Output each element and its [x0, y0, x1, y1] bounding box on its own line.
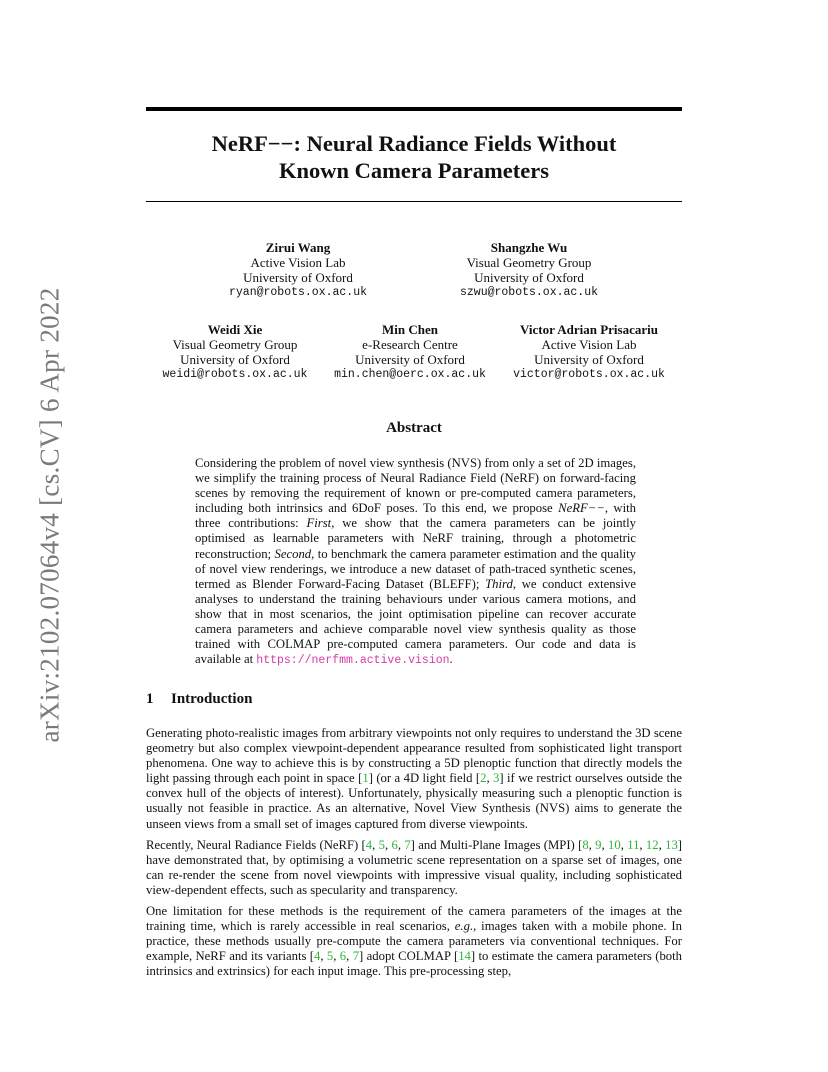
- citation-link[interactable]: 2: [480, 771, 487, 786]
- citation-link[interactable]: 3: [493, 771, 500, 786]
- author-affiliation: Visual Geometry Group: [466, 255, 592, 270]
- author-email[interactable]: victor@robots.ox.ac.uk: [513, 368, 665, 381]
- citation-link[interactable]: 1: [362, 771, 369, 786]
- section-heading-introduction: [146, 691, 252, 708]
- citation-link[interactable]: 7: [352, 949, 360, 964]
- author-block: [460, 240, 598, 300]
- author-email[interactable]: min.chen@oerc.ox.ac.uk: [334, 368, 486, 381]
- author-name: Shangzhe Wu: [490, 240, 568, 255]
- code-link[interactable]: https://nerfmm.active.vision: [256, 654, 450, 668]
- author-affiliation: Visual Geometry Group: [172, 337, 298, 352]
- title-top-rule: [146, 107, 682, 111]
- author-affiliation: Active Vision Lab: [250, 255, 346, 270]
- title-line-1: NeRF−−: Neural Radiance Fields Without: [211, 131, 617, 156]
- author-name: Zirui Wang: [265, 240, 331, 255]
- author-name: Weidi Xie: [207, 322, 263, 337]
- paragraph: Generating photo-realistic images from arbitrary viewpoints not only requires to understand the 3D scene geometry but also complex viewpoint-dependent appearance resulted from sophisticated light transport phenomena. One way to achieve this is by constructing a 5D plenoptic function that directly models the light passing through each point in space [1] (or a 4D light field [2, 3] if we restrict ourselves outside the convex hull of the objects of interest). Unfortunately, physically measuring such a plenoptic function is usually not feasible in practice. As an alternative, Novel View Synthesis (NVS) aims to generate the unseen views from a small set of images captured from diverse viewpoints.: [146, 726, 682, 831]
- title-line-2: Known Camera Parameters: [279, 158, 549, 183]
- introduction-body: [146, 726, 682, 986]
- author-institution: University of Oxford: [243, 270, 353, 285]
- citation-link[interactable]: 12: [645, 837, 659, 852]
- author-institution: University of Oxford: [534, 352, 644, 367]
- author-institution: University of Oxford: [474, 270, 584, 285]
- author-email[interactable]: weidi@robots.ox.ac.uk: [162, 368, 308, 381]
- citation-link[interactable]: 10: [608, 837, 621, 852]
- citation-link[interactable]: 4: [314, 949, 321, 964]
- citation-link[interactable]: 9: [595, 837, 602, 852]
- citation-link[interactable]: 5: [326, 949, 334, 964]
- author-block: [334, 322, 486, 382]
- author-affiliation: Active Vision Lab: [541, 337, 637, 352]
- paragraph: Recently, Neural Radiance Fields (NeRF) [4, 5, 6, 7] and Multi-Plane Images (MPI) [8, 9, 10, 11, 12, 13] have demonstrated that, by optimising a volumetric scene representation on a sparse set of images, one can re-render the scene from novel viewpoints with impressive visual quality, including sophisticated view-dependent effects, such as specularity and transparency.: [146, 837, 683, 897]
- paper-title: [146, 130, 682, 184]
- author-email[interactable]: ryan@robots.ox.ac.uk: [228, 286, 368, 299]
- citation-link[interactable]: 14: [458, 949, 471, 964]
- author-institution: University of Oxford: [180, 352, 290, 367]
- section-number: 1: [146, 691, 154, 707]
- author-name: Min Chen: [382, 322, 438, 337]
- author-name: Victor Adrian Prisacariu: [520, 322, 658, 337]
- citation-link[interactable]: 11: [627, 837, 640, 852]
- author-affiliation: e-Research Centre: [362, 337, 458, 352]
- citation-link[interactable]: 8: [582, 837, 589, 852]
- citation-link[interactable]: 7: [404, 837, 411, 852]
- citation-link[interactable]: 6: [339, 949, 347, 964]
- abstract-body: Considering the problem of novel view synthesis (NVS) from only a set of 2D images, we simplify the training process of Neural Radiance Field (NeRF) on forward-facing scenes by removing the requirement of known or pre-computed camera parameters, including both intrinsics and 6DoF poses. To this end, we propose NeRF−−, with three contributions: First, we show that the camera parameters can be jointly optimised as learnable parameters with NeRF training, through a photometric reconstruction; Second, to benchmark the camera parameter estimation and the quality of novel view renderings, we introduce a new dataset of path-traced synthetic scenes, termed as Blender Forward-Facing Dataset (BLEFF); Third, we conduct extensive analyses to understand the training behaviours under various camera motions, and show that in most scenarios, the joint optimisation pipeline can recover accurate camera parameters and achieve comparable novel view synthesis quality as those trained with COLMAP pre-computed camera parameters. Our code and data is available at https://nerfmm.active.vision.: [195, 456, 637, 668]
- abstract-heading: Abstract: [386, 420, 442, 436]
- author-block: [163, 322, 308, 382]
- citation-link[interactable]: 5: [378, 837, 385, 852]
- paragraph: One limitation for these methods is the requirement of the camera parameters of the images at the training time, which is rarely accessible in real scenarios, e.g., images taken with a mobile phone. In practice, these methods usually pre-compute the camera parameters via conventional techniques. For example, NeRF and its variants [4, 5, 6, 7] adopt COLMAP [14] to estimate the camera parameters (both intrinsics and extrinsics) for each input image. This pre-processing step,: [146, 904, 683, 979]
- section-title: Introduction: [171, 691, 253, 707]
- author-block: [513, 322, 665, 382]
- title-bottom-rule: [146, 201, 682, 202]
- citation-link[interactable]: 13: [665, 837, 678, 852]
- method-name: NeRF−−: [558, 501, 605, 516]
- author-institution: University of Oxford: [355, 352, 465, 367]
- citation-link[interactable]: 6: [391, 837, 398, 852]
- author-block: [229, 240, 367, 300]
- author-email[interactable]: szwu@robots.ox.ac.uk: [459, 286, 599, 299]
- arxiv-identifier: arXiv:2102.07064v4 [cs.CV] 6 Apr 2022: [34, 287, 65, 743]
- citation-link[interactable]: 4: [365, 837, 373, 852]
